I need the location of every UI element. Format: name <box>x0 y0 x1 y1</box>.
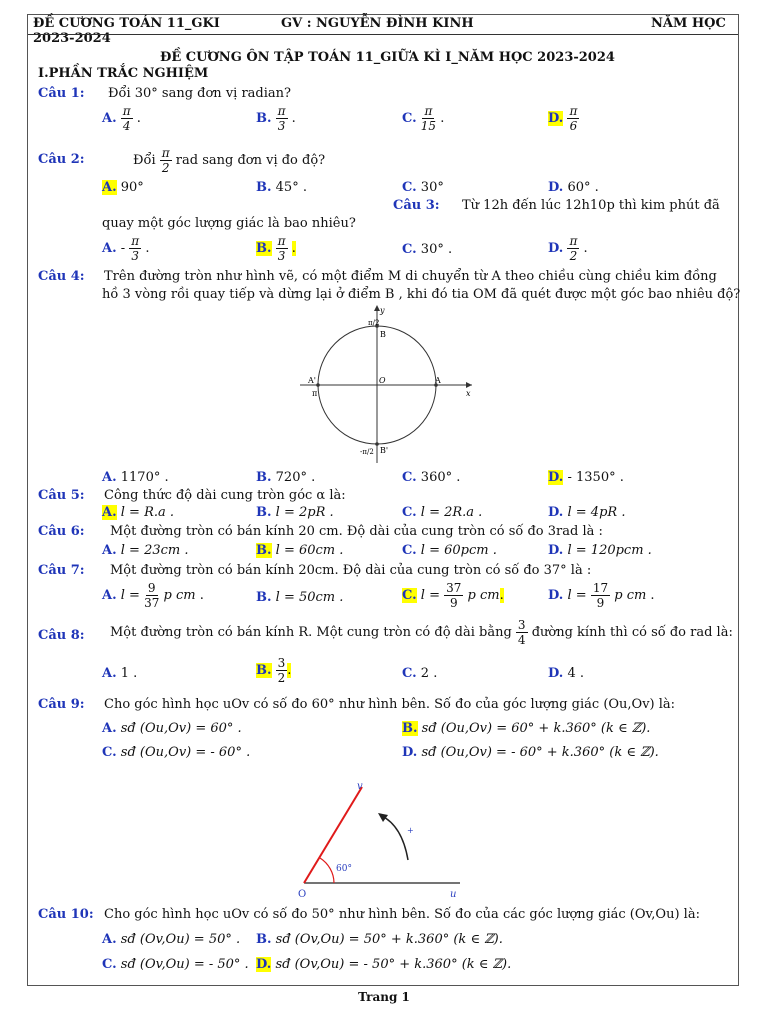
q1-option-c[interactable]: C. $\frac{\pi}{15}$ . <box>402 104 445 133</box>
q10-option-a[interactable]: A. sđ (Ov,Ou) = 50° . <box>102 932 241 947</box>
q3-text: Từ 12h đến lúc 12h10p thì kim phút đã <box>462 198 720 213</box>
fig1-label-x: x <box>466 389 471 398</box>
q3-option-c[interactable]: C. 30° . <box>402 242 453 257</box>
q6-option-a[interactable]: A. l = 23cm . <box>102 543 189 558</box>
q8-option-c[interactable]: C. 2 . <box>402 666 438 681</box>
fig1-label-A: A <box>435 376 441 385</box>
q3-label: Câu 3: <box>393 198 440 213</box>
q2-option-b[interactable]: B. 45° . <box>256 180 307 195</box>
fig1-label-pi: π <box>312 389 318 398</box>
q7-option-d[interactable]: D. l = $\frac{17}{9}$ p cm . <box>548 581 655 610</box>
q7-label: Câu 7: <box>38 563 85 578</box>
fig2-label-plus: + <box>407 826 414 835</box>
q8-text: Một đường tròn có bán kính R. Một cung tròn có độ dài bằng $\frac{3}{4}$ đường kính thì có số đo rad là: <box>110 618 733 647</box>
q2-option-a[interactable]: A. 90° <box>102 180 144 195</box>
fig2-label-u: u <box>450 889 457 900</box>
q8-option-b[interactable]: B. $\frac{3}{2}$ . <box>256 656 292 685</box>
header-left: ĐỀ CƯƠNG TOÁN 11_GKI <box>33 16 220 31</box>
q3-option-d[interactable]: D. $\frac{\pi}{2}$ . <box>548 234 588 263</box>
q9-option-a[interactable]: A. sđ (Ou,Ov) = 60° . <box>102 721 242 736</box>
q10-option-b[interactable]: B. sđ (Ov,Ou) = 50° + k.360° (k ∈ ℤ). <box>256 932 503 947</box>
q2-text: Đổi $\frac{\pi}{2}$ rad sang đơn vị đo độ? <box>133 146 326 175</box>
header-year: 2023-2024 <box>33 31 111 46</box>
q8-option-d[interactable]: D. 4 . <box>548 666 585 681</box>
q5-option-c[interactable]: C. l = 2R.a . <box>402 505 483 520</box>
q8-label: Câu 8: <box>38 628 85 643</box>
q3-option-a[interactable]: A. - $\frac{\pi}{3}$ . <box>102 234 150 263</box>
q9-text: Cho góc hình học uOv có số đo 60° như hình bên. Số đo của góc lượng giác (Ou,Ov) là: <box>104 697 676 712</box>
fig1-label-y: y <box>380 306 385 315</box>
section-title: I.PHẦN TRẮC NGHIỆM <box>38 66 209 81</box>
q2-label: Câu 2: <box>38 152 85 167</box>
q6-option-d[interactable]: D. l = 120pcm . <box>548 543 652 558</box>
q7-text: Một đường tròn có bán kính 20cm. Độ dài của cung tròn có số đo 37° là : <box>110 563 592 578</box>
unit-circle-figure <box>290 303 480 468</box>
q1-option-d[interactable]: D. $\frac{\pi}{6}$ <box>548 104 578 133</box>
q2-option-c[interactable]: C. 30° <box>402 180 444 195</box>
q1-option-a[interactable]: A. $\frac{\pi}{4}$ . <box>102 104 141 133</box>
q6-option-b[interactable]: B. l = 60cm . <box>256 543 344 558</box>
header-teacher: GV : NGUYỄN ĐÌNH KINH <box>281 16 474 31</box>
q7-option-a[interactable]: A. l = $\frac{9}{37}$ p cm . <box>102 581 204 610</box>
header-rule <box>28 34 738 35</box>
q5-option-a[interactable]: A. l = R.a . <box>102 505 175 520</box>
q4-option-d[interactable]: D. - 1350° . <box>548 470 624 485</box>
q9-option-d[interactable]: D. sđ (Ou,Ov) = - 60° + k.360° (k ∈ ℤ). <box>402 745 659 760</box>
fig1-label-pi2: π/2 <box>368 319 380 327</box>
q5-label: Câu 5: <box>38 488 85 503</box>
q4-option-b[interactable]: B. 720° . <box>256 470 316 485</box>
doc-title: ĐỀ CƯƠNG ÔN TẬP TOÁN 11_GIỮA KÌ I_NĂM HỌC 2023-2024 <box>160 50 615 65</box>
angle-figure <box>290 775 470 900</box>
q4-text: Trên đường tròn như hình vẽ, có một điểm M di chuyển từ A theo chiều cùng chiều kim đồng <box>104 269 717 284</box>
q8-option-a[interactable]: A. 1 . <box>102 666 138 681</box>
q2-option-d[interactable]: D. 60° . <box>548 180 599 195</box>
q7-option-b[interactable]: B. l = 50cm . <box>256 590 344 605</box>
fig2-label-v: v <box>357 781 363 792</box>
q1-text: Đổi 30° sang đơn vị radian? <box>108 86 291 101</box>
q1-label: Câu 1: <box>38 86 85 101</box>
q10-option-c[interactable]: C. sđ (Ov,Ou) = - 50° . <box>102 957 249 972</box>
q5-option-d[interactable]: D. l = 4pR . <box>548 505 626 520</box>
q9-label: Câu 9: <box>38 697 85 712</box>
q6-option-c[interactable]: C. l = 60pcm . <box>402 543 497 558</box>
q10-label: Câu 10: <box>38 907 94 922</box>
fig1-label-B: B <box>380 330 386 339</box>
q9-option-b[interactable]: B. sđ (Ou,Ov) = 60° + k.360° (k ∈ ℤ). <box>402 721 651 736</box>
q3-text-2: quay một góc lượng giác là bao nhiêu? <box>102 216 356 231</box>
fig2-label-O: O <box>298 889 307 900</box>
fig1-label-minus-pi2: -π/2 <box>360 448 374 456</box>
q4-text-2: hồ 3 vòng rồi quay tiếp và dừng lại ở điểm B , khi đó tia OM đã quét được một góc bao nhiêu độ? <box>102 287 741 302</box>
fig1-label-O: O <box>379 376 386 385</box>
q7-option-c[interactable]: C. l = $\frac{37}{9}$ p cm. <box>402 581 504 610</box>
q4-option-a[interactable]: A. 1170° . <box>102 470 169 485</box>
q4-option-c[interactable]: C. 360° . <box>402 470 461 485</box>
q10-option-d[interactable]: D. sđ (Ov,Ou) = - 50° + k.360° (k ∈ ℤ). <box>256 957 512 972</box>
q5-option-b[interactable]: B. l = 2pR . <box>256 505 334 520</box>
fig1-label-Aprime: A' <box>308 376 316 385</box>
q10-text: Cho góc hình học uOv có số đo 50° như hình bên. Số đo của các góc lượng giác (Ov,Ou) là: <box>104 907 700 922</box>
q6-label: Câu 6: <box>38 524 85 539</box>
q6-text: Một đường tròn có bán kính 20 cm. Độ dài của cung tròn có số đo 3rad là : <box>110 524 603 539</box>
q1-option-b[interactable]: B. $\frac{\pi}{3}$ . <box>256 104 296 133</box>
fig2-label-60: 60° <box>336 864 352 874</box>
q9-option-c[interactable]: C. sđ (Ou,Ov) = - 60° . <box>102 745 251 760</box>
header-right: NĂM HỌC <box>651 16 726 31</box>
q3-option-b[interactable]: B. $\frac{\pi}{3}$ . <box>256 234 296 263</box>
q5-text: Công thức độ dài cung tròn góc α là: <box>104 488 346 503</box>
fig1-label-Bprime: B' <box>380 446 389 455</box>
q4-label: Câu 4: <box>38 269 85 284</box>
page-footer: Trang 1 <box>358 990 410 1004</box>
